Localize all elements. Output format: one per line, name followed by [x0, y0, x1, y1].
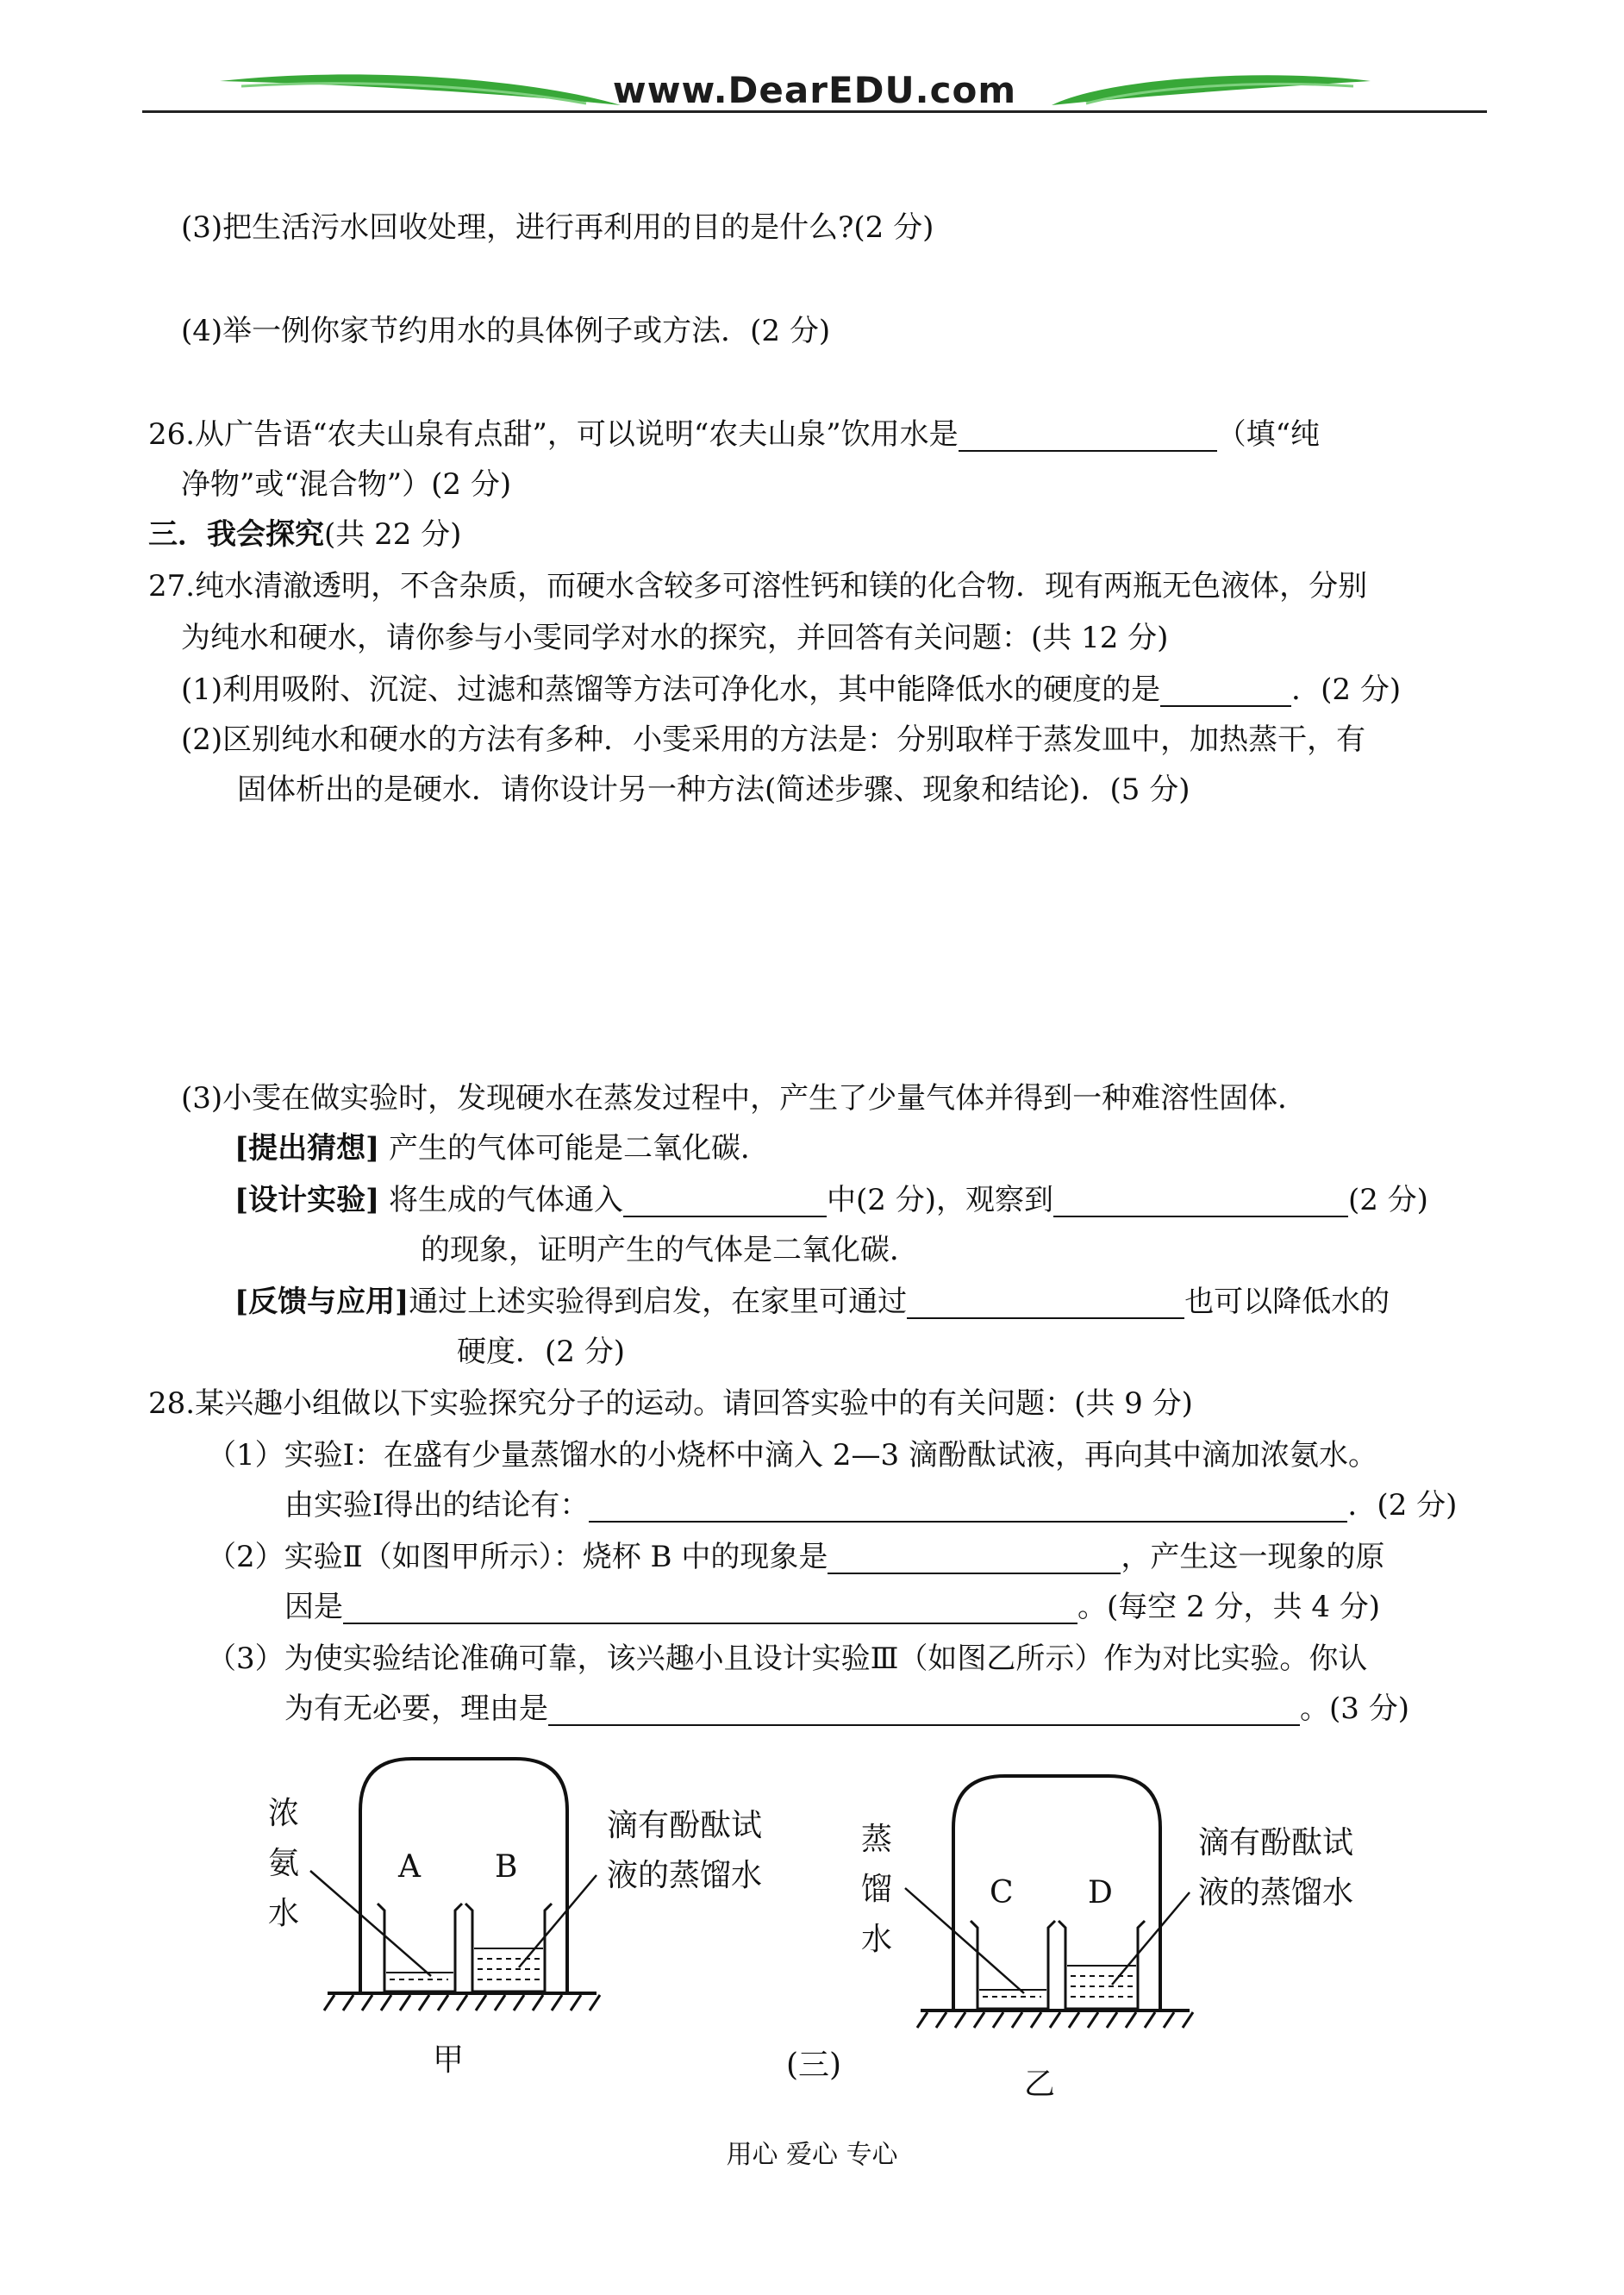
figure-yi-caption: 乙	[1024, 2067, 1056, 2102]
q27-part1-blank[interactable]	[1160, 676, 1291, 707]
design-text-a: 将生成的气体通入	[389, 1183, 623, 1217]
yi-label-char-3: 水	[860, 1922, 892, 1957]
hypothesis-label: [提出猜想]	[234, 1131, 380, 1166]
q28-part1-line1: （1）实验Ⅰ：在盛有少量蒸馏水的小烧杯中滴入 2—3 滴酚酞试液，再向其中滴加浓氨水。	[207, 1438, 1377, 1473]
site-name: www.DearEDU.com	[612, 69, 1017, 111]
hypothesis-text: 产生的气体可能是二氧化碳．	[389, 1131, 770, 1166]
q28-part2-text-c: 因是	[284, 1590, 343, 1624]
q28-part3-points: 。(3 分)	[1300, 1692, 1409, 1726]
figure-caption-san: (三)	[786, 2048, 842, 2083]
q27-feedback	[234, 1285, 1390, 1319]
page-footer: 用心 爱心 专心	[726, 2140, 898, 2170]
design-text-b: 中(2 分)，观察到	[827, 1183, 1053, 1217]
figure-yi-apparatus	[912, 1759, 1196, 2043]
q28-part2-line2	[284, 1590, 1380, 1624]
feedback-label: [反馈与应用]	[234, 1285, 409, 1319]
q28-part1-blank[interactable]	[589, 1491, 1347, 1523]
q27-part1-text: (1)利用吸附、沉淀、过滤和蒸馏等方法可净化水，其中能降低水的硬度的是	[181, 672, 1161, 707]
feedback-text-a: 通过上述实验得到启发，在家里可通过	[409, 1285, 908, 1319]
feedback-blank[interactable]	[907, 1288, 1184, 1319]
q27-part3-line1: (3)小雯在做实验时，发现硬水在蒸发过程中，产生了少量气体并得到一种难溶性固体．	[181, 1081, 1308, 1116]
jia-label-char-1: 浓	[267, 1796, 299, 1831]
q28-part1-points: ．(2 分)	[1347, 1488, 1458, 1523]
q26-answer-blank[interactable]	[959, 421, 1217, 452]
q28-part3-line1: （3）为使实验结论准确可靠，该兴趣小且设计实验Ⅲ（如图乙所示）作为对比实验。你认	[207, 1642, 1368, 1676]
design-label: [设计实验]	[234, 1183, 380, 1217]
jia-label-char-2: 氨	[267, 1846, 299, 1881]
jia-label-char-3: 水	[267, 1896, 299, 1931]
q26-text-a: 26.从广告语“农夫山泉有点甜”，可以说明“农夫山泉”饮用水是	[148, 417, 959, 452]
q27-feedback-line2: 硬度．(2 分)	[457, 1335, 625, 1369]
q27-part2-line2: 固体析出的是硬水．请你设计另一种方法(简述步骤、现象和结论)．(5 分)	[237, 772, 1190, 807]
beaker-d-label: D	[1088, 1875, 1113, 1910]
section3-heading	[148, 517, 461, 552]
q28-part2-blank-1[interactable]	[828, 1543, 1121, 1574]
q28-line1: 28.某兴趣小组做以下实验探究分子的运动。请回答实验中的有关问题：(共 9 分)	[148, 1386, 1193, 1421]
q28-part2-line1	[207, 1540, 1384, 1574]
section3-points: (共 22 分)	[324, 517, 462, 552]
q25-part3: (3)把生活污水回收处理，进行再利用的目的是什么?(2 分)	[181, 210, 934, 245]
q28-part3-line2	[284, 1692, 1409, 1726]
q28-part3-text: 为有无必要，理由是	[284, 1692, 548, 1726]
jia-right-label-1: 滴有酚酞试	[607, 1808, 763, 1843]
q27-design	[234, 1183, 1428, 1217]
feedback-text-b: 也可以降低水的	[1184, 1285, 1390, 1319]
q27-hypothesis	[234, 1131, 770, 1166]
q28-part3-blank[interactable]	[548, 1695, 1300, 1726]
q27-line2: 为纯水和硬水，请你参与小雯同学对水的探究，并回答有关问题：(共 12 分)	[181, 621, 1169, 655]
beaker-b-label: B	[495, 1849, 518, 1885]
figure-jia-caption: 甲	[433, 2042, 465, 2078]
yi-right-label-2: 液的蒸馏水	[1198, 1875, 1354, 1910]
q26-line1	[148, 417, 1320, 452]
design-blank-2[interactable]	[1053, 1186, 1348, 1217]
q28-part2-text-a: （2）实验Ⅱ（如图甲所示）：烧杯 B 中的现象是	[207, 1540, 828, 1574]
q28-part2-points: 。(每空 2 分，共 4 分)	[1077, 1590, 1381, 1624]
q26-text-b: （填“纯	[1216, 417, 1320, 452]
q28-part2-text-b: ，产生这一现象的原	[1121, 1540, 1385, 1574]
yi-label-char-2: 馏	[860, 1872, 892, 1907]
q27-line1: 27.纯水清澈透明，不含杂质，而硬水含较多可溶性钙和镁的化合物．现有两瓶无色液体，分别	[148, 569, 1368, 603]
jia-right-label-2: 液的蒸馏水	[607, 1858, 763, 1893]
q28-part2-blank-2[interactable]	[343, 1593, 1077, 1624]
beaker-a-label: A	[398, 1849, 421, 1885]
q26-line2: 净物”或“混合物”）(2 分)	[181, 467, 512, 502]
q28-part1-line2	[284, 1488, 1457, 1523]
yi-label-char-1: 蒸	[860, 1822, 892, 1857]
design-blank-1[interactable]	[623, 1186, 827, 1217]
section3-title: 三．我会探究	[148, 517, 324, 552]
beaker-c-label: C	[990, 1875, 1014, 1910]
yi-right-label-1: 滴有酚酞试	[1198, 1825, 1354, 1860]
figure-jia-apparatus	[319, 1742, 603, 2026]
q25-part4: (4)举一例你家节约用水的具体例子或方法．(2 分)	[181, 314, 831, 348]
design-points: (2 分)	[1347, 1183, 1428, 1217]
q27-part1	[181, 672, 1401, 707]
q27-design-line2: 的现象，证明产生的气体是二氧化碳．	[421, 1233, 919, 1267]
q27-part1-points: ．(2 分)	[1291, 672, 1402, 707]
q28-part1-text: 由实验Ⅰ得出的结论有：	[284, 1488, 590, 1523]
q27-part2-line1: (2)区别纯水和硬水的方法有多种．小雯采用的方法是：分别取样于蒸发皿中，加热蒸干，有	[181, 722, 1366, 757]
header-rule	[142, 110, 1487, 113]
